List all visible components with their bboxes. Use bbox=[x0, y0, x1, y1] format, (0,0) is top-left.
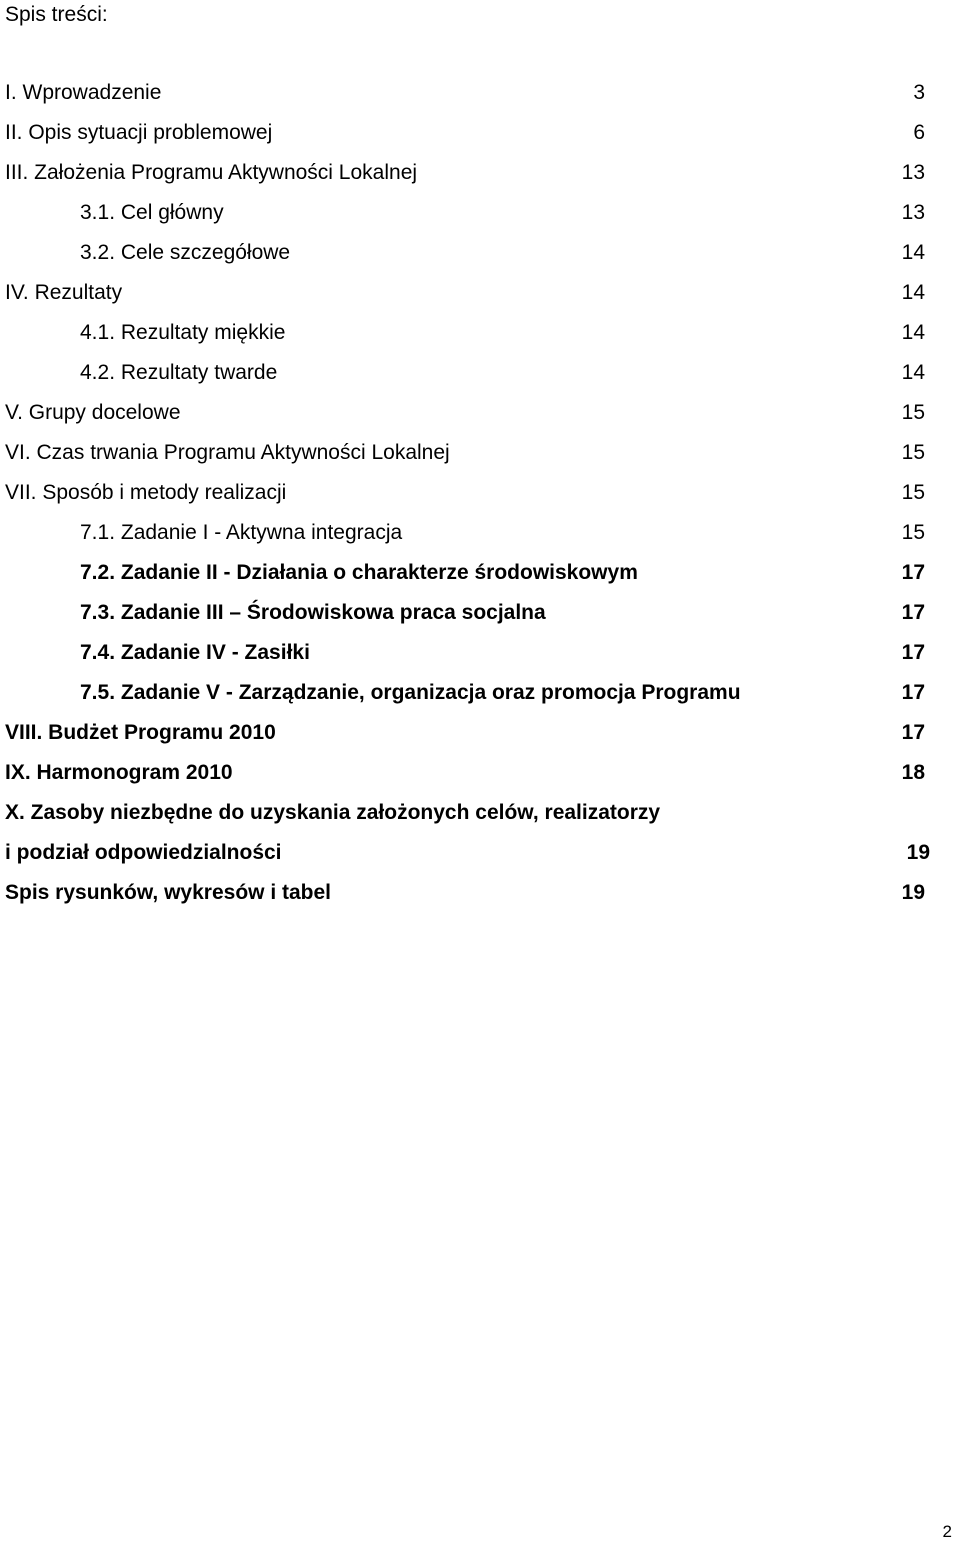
toc-entry[interactable] bbox=[0, 320, 960, 360]
toc-entry[interactable] bbox=[0, 280, 960, 320]
toc-entry-page: 17 bbox=[901, 561, 925, 584]
toc-entry-page: 14 bbox=[901, 241, 925, 264]
toc-entry[interactable] bbox=[0, 400, 960, 440]
toc-entry-page: 13 bbox=[901, 201, 925, 224]
toc-entry[interactable] bbox=[0, 680, 960, 720]
toc-entry-page: 15 bbox=[901, 481, 925, 504]
toc-entry-label: 3.1. Cel główny bbox=[80, 201, 224, 224]
toc-entry-label: 4.1. Rezultaty miękkie bbox=[80, 321, 286, 344]
toc-entry-page: 18 bbox=[901, 761, 925, 784]
toc-entry[interactable] bbox=[0, 720, 960, 760]
toc-entry-label: 7.5. Zadanie V - Zarządzanie, organizacja oraz promocja Programu bbox=[80, 681, 741, 704]
toc-entry-label: I. Wprowadzenie bbox=[5, 81, 162, 104]
toc-entry-label: X. Zasoby niezbędne do uzyskania założonych celów, realizatorzy bbox=[5, 801, 661, 824]
toc-entry-page: 14 bbox=[901, 321, 925, 344]
toc-entry[interactable] bbox=[0, 760, 960, 800]
toc-entry[interactable] bbox=[0, 240, 960, 280]
toc-entry-page: 15 bbox=[901, 401, 925, 424]
page-number: 2 bbox=[942, 1522, 952, 1541]
toc-entry-label: 7.1. Zadanie I - Aktywna integracja bbox=[80, 521, 403, 544]
toc-entry-page: 17 bbox=[901, 641, 925, 664]
toc-entry[interactable] bbox=[0, 200, 960, 240]
toc-entry-page: 14 bbox=[901, 281, 925, 304]
toc-entry-label: IV. Rezultaty bbox=[5, 281, 123, 304]
toc-entry-label: 3.2. Cele szczegółowe bbox=[80, 241, 291, 264]
toc-entry[interactable] bbox=[0, 600, 960, 640]
toc-entry-page: 3 bbox=[913, 81, 925, 104]
toc-entry-label: 7.3. Zadanie III – Środowiskowa praca socjalna bbox=[80, 601, 546, 624]
toc-entry-label: VIII. Budżet Programu 2010 bbox=[5, 721, 276, 744]
toc-entry[interactable] bbox=[0, 480, 960, 520]
toc-entry[interactable] bbox=[0, 520, 960, 560]
toc-title: Spis treści: bbox=[5, 3, 108, 26]
toc-entry-label: 7.2. Zadanie II - Działania o charakterze środowiskowym bbox=[80, 561, 638, 584]
toc-entry[interactable] bbox=[0, 80, 960, 120]
toc-entry-page: 13 bbox=[901, 161, 925, 184]
toc-entry-page: 17 bbox=[901, 681, 925, 704]
toc-entry[interactable] bbox=[0, 840, 960, 880]
toc-entry-label: Spis rysunków, wykresów i tabel bbox=[5, 881, 332, 904]
toc-entry-page: 15 bbox=[901, 441, 925, 464]
toc-entry[interactable] bbox=[0, 800, 960, 840]
toc-entry-page: 15 bbox=[901, 521, 925, 544]
toc-entry-label: II. Opis sytuacji problemowej bbox=[5, 121, 273, 144]
toc-entry[interactable] bbox=[0, 120, 960, 160]
toc-entry-page: 17 bbox=[901, 601, 925, 624]
toc-entry[interactable] bbox=[0, 360, 960, 400]
toc-entry-page: 14 bbox=[901, 361, 925, 384]
table-of-contents bbox=[0, 80, 960, 920]
toc-entry-label: IX. Harmonogram 2010 bbox=[5, 761, 233, 784]
toc-entry-label: 7.4. Zadanie IV - Zasiłki bbox=[80, 641, 310, 664]
toc-entry-page: 17 bbox=[901, 721, 925, 744]
toc-entry[interactable] bbox=[0, 640, 960, 680]
toc-entry-label: V. Grupy docelowe bbox=[5, 401, 181, 424]
toc-entry-label: i podział odpowiedzialności bbox=[5, 841, 282, 864]
toc-entry[interactable] bbox=[0, 880, 960, 920]
toc-entry-page: 6 bbox=[913, 121, 925, 144]
toc-entry[interactable] bbox=[0, 160, 960, 200]
toc-entry-label: VII. Sposób i metody realizacji bbox=[5, 481, 287, 504]
toc-entry-page: 19 bbox=[901, 881, 925, 904]
toc-entry-label: III. Założenia Programu Aktywności Lokalnej bbox=[5, 161, 418, 184]
toc-entry[interactable] bbox=[0, 560, 960, 600]
toc-entry-label: 4.2. Rezultaty twarde bbox=[80, 361, 278, 384]
toc-entry-label: VI. Czas trwania Programu Aktywności Lokalnej bbox=[5, 441, 450, 464]
toc-entry-page: 19 bbox=[906, 841, 930, 864]
toc-entry[interactable] bbox=[0, 440, 960, 480]
